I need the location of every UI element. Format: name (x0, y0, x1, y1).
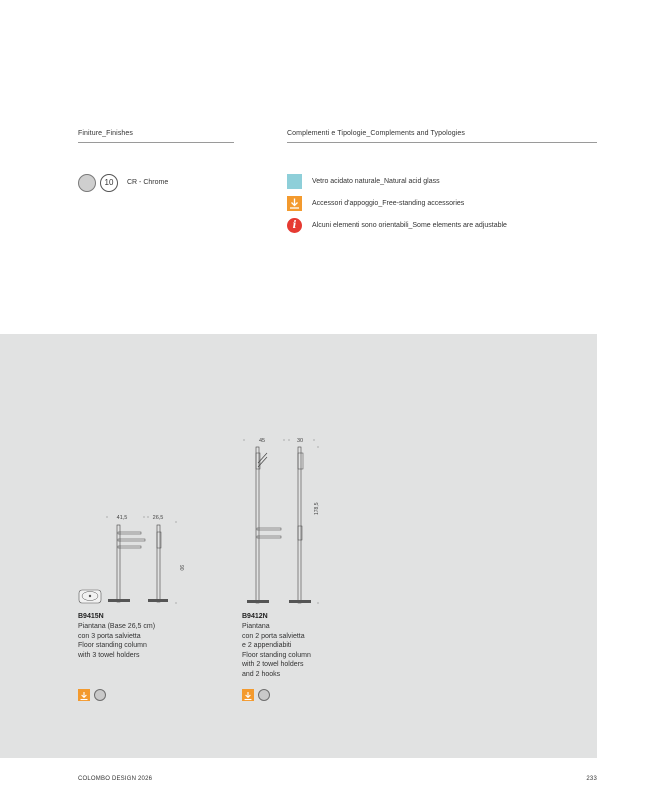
product-description-line: Floor standing column (242, 651, 311, 659)
dim-width-label: 45 (258, 438, 266, 444)
product-description-line: and 2 hooks (242, 671, 281, 678)
complements-divider (287, 142, 597, 143)
complements-header: Complementi e Tipologie_Complements and Typologies (287, 130, 466, 137)
product-description-line: with 2 towel holders (242, 661, 304, 669)
product-description-line: con 3 porta salvietta (78, 632, 141, 640)
chrome-finish-swatch (78, 174, 96, 192)
product-description-line: e 2 appendiabiti (242, 642, 292, 650)
product-code: B9412N (242, 613, 268, 620)
legend-adjustable-text: Alcuni elementi sono orientabili_Some elements are adjustable (312, 222, 507, 229)
product-code: B9415N (78, 613, 104, 620)
dim-height-label: 90 (178, 565, 184, 571)
dim-depth-label: 26,5 (152, 515, 164, 521)
chrome-finish-swatch (258, 689, 270, 701)
legend-accessories-text: Accessori d'appoggio_Free-standing accessories (312, 200, 465, 207)
dim-width-label: 41,5 (116, 515, 128, 521)
download-arrow-icon (287, 196, 302, 211)
product-description-line: Piantana (Base 26,5 cm) (78, 623, 156, 630)
finish-label: CR - Chrome (127, 179, 169, 186)
finishes-divider (78, 142, 234, 143)
finishes-header: Finiture_Finishes (78, 130, 133, 137)
info-icon: i (287, 218, 302, 233)
dim-height-label: 178,5 (314, 502, 320, 515)
product-description-line: con 2 porta salvietta (242, 632, 305, 640)
product-description-line: Floor standing column (78, 642, 147, 650)
footer-brand: COLOMBO DESIGN 2026 (78, 776, 153, 782)
legend-adjustable (287, 218, 507, 233)
legend-accessories (287, 196, 465, 211)
glass-swatch-icon (287, 174, 302, 189)
product-b9415n-drawing (76, 510, 186, 610)
finish-code-badge: 10 (100, 174, 118, 192)
download-arrow-icon (78, 689, 90, 701)
legend-glass-text: Vetro acidato naturale_Natural acid glass (312, 178, 440, 185)
product-description-line: with 3 towel holders (78, 651, 140, 659)
download-arrow-icon (242, 689, 254, 701)
chrome-finish-swatch (94, 689, 106, 701)
legend-glass (287, 174, 440, 189)
product-b9412n-drawing (236, 433, 336, 608)
dim-depth-label: 30 (296, 438, 304, 444)
product-description-line: Piantana (242, 623, 270, 630)
page-number: 233 (586, 776, 597, 782)
